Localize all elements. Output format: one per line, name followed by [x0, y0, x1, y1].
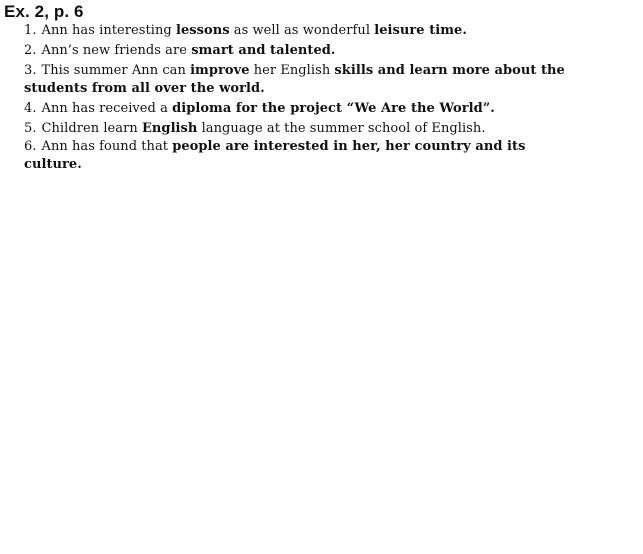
bold-run: leisure time.: [374, 23, 467, 38]
text-run: Ann has interesting: [41, 23, 176, 38]
item-number: 5.: [24, 121, 37, 136]
item-number: 1.: [24, 23, 37, 38]
item-text: [42, 101, 495, 116]
item-number: 4.: [24, 101, 37, 116]
bold-run: improve: [190, 63, 250, 78]
exercise-title: Ex. 2, p. 6: [4, 2, 84, 21]
bold-run: skills and learn more about the students from all over the world.: [24, 63, 565, 96]
bold-run: smart and talented.: [191, 43, 336, 58]
item-number: 3.: [24, 63, 37, 78]
answer-list: [24, 22, 584, 174]
bold-run: English: [141, 121, 198, 136]
text-run: This summer Ann can: [41, 63, 191, 78]
item-number: 6.: [24, 139, 37, 154]
text-run: Ann’s new friends are: [41, 43, 192, 58]
text-run: Ann has found that: [41, 139, 173, 154]
list-item: [24, 138, 584, 174]
text-run: Children learn: [41, 121, 142, 136]
list-item: [24, 100, 584, 118]
item-number: 2.: [24, 43, 37, 58]
bold-run: lessons: [175, 23, 230, 38]
text-run: Ann has received a: [41, 101, 173, 116]
item-text: [42, 23, 467, 38]
list-item: [24, 62, 584, 98]
item-text: [24, 63, 565, 96]
bold-run: people are interested in her, her country and its culture.: [24, 139, 526, 172]
list-item: [24, 42, 584, 60]
text-run: as well as wonderful: [229, 23, 375, 38]
list-item: [24, 120, 584, 138]
bold-run: diploma for the project “We Are the World”.: [172, 101, 495, 116]
list-item: [24, 22, 584, 40]
item-text: [42, 121, 486, 136]
text-run: her English: [249, 63, 335, 78]
text-run: language at the summer school of English.: [197, 121, 486, 136]
item-text: [42, 43, 336, 58]
item-text: [24, 139, 525, 172]
